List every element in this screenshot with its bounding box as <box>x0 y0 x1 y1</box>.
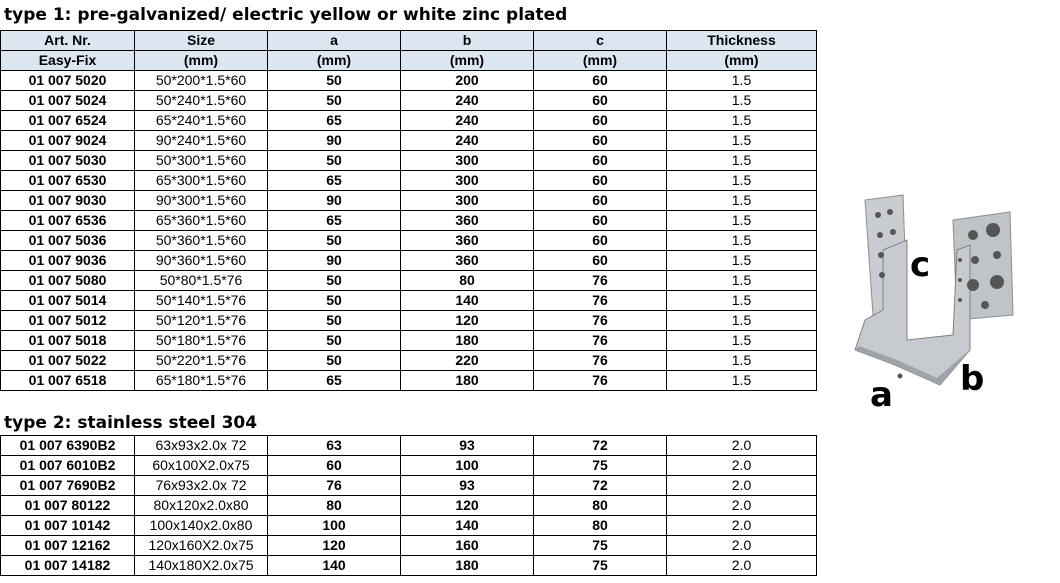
cell-a: 50 <box>268 231 401 251</box>
table-row <box>1 131 817 151</box>
cell-b: 140 <box>401 516 534 536</box>
cell-b: 360 <box>401 211 534 231</box>
type1-table <box>0 30 817 391</box>
cell-size: 63x93x2.0x 72 <box>135 436 268 456</box>
cell-size: 50*80*1.5*76 <box>135 271 268 291</box>
cell-thickness: 1.5 <box>667 371 817 391</box>
table-row <box>1 231 817 251</box>
cell-b: 80 <box>401 271 534 291</box>
table-row <box>1 71 817 91</box>
cell-thickness: 2.0 <box>667 436 817 456</box>
cell-b: 93 <box>401 436 534 456</box>
cell-thickness: 1.5 <box>667 311 817 331</box>
header-art-nr: Art. Nr. <box>1 31 135 51</box>
cell-b: 93 <box>401 476 534 496</box>
table-row <box>1 311 817 331</box>
header-c: (mm) <box>534 51 667 71</box>
cell-size: 140x180X2.0x75 <box>135 556 268 576</box>
header-b: (mm) <box>401 51 534 71</box>
joist-hanger-image <box>845 190 1060 420</box>
cell-b: 180 <box>401 371 534 391</box>
cell-a: 50 <box>268 91 401 111</box>
cell-art-nr: 01 007 10142 <box>1 516 135 536</box>
type2-title: type 2: stainless steel 304 <box>4 413 258 433</box>
cell-size: 76x93x2.0x 72 <box>135 476 268 496</box>
cell-thickness: 1.5 <box>667 331 817 351</box>
cell-b: 240 <box>401 111 534 131</box>
cell-a: 65 <box>268 111 401 131</box>
cell-c: 75 <box>534 536 667 556</box>
header-thickness: Thickness <box>667 31 817 51</box>
cell-art-nr: 01 007 5020 <box>1 71 135 91</box>
cell-art-nr: 01 007 5014 <box>1 291 135 311</box>
cell-art-nr: 01 007 5022 <box>1 351 135 371</box>
cell-thickness: 1.5 <box>667 171 817 191</box>
cell-a: 90 <box>268 251 401 271</box>
table-row <box>1 436 817 456</box>
cell-thickness: 1.5 <box>667 251 817 271</box>
cell-a: 50 <box>268 271 401 291</box>
cell-a: 100 <box>268 516 401 536</box>
table-row <box>1 111 817 131</box>
cell-thickness: 1.5 <box>667 271 817 291</box>
cell-c: 80 <box>534 496 667 516</box>
cell-art-nr: 01 007 5036 <box>1 231 135 251</box>
cell-a: 50 <box>268 71 401 91</box>
cell-size: 50*300*1.5*60 <box>135 151 268 171</box>
cell-b: 100 <box>401 456 534 476</box>
cell-size: 65*360*1.5*60 <box>135 211 268 231</box>
cell-thickness: 1.5 <box>667 111 817 131</box>
cell-b: 180 <box>401 556 534 576</box>
cell-art-nr: 01 007 6530 <box>1 171 135 191</box>
cell-b: 200 <box>401 71 534 91</box>
table-row <box>1 211 817 231</box>
cell-b: 120 <box>401 496 534 516</box>
cell-a: 80 <box>268 496 401 516</box>
cell-size: 50*360*1.5*60 <box>135 231 268 251</box>
cell-c: 76 <box>534 311 667 331</box>
cell-thickness: 2.0 <box>667 476 817 496</box>
cell-art-nr: 01 007 6390B2 <box>1 436 135 456</box>
cell-art-nr: 01 007 5080 <box>1 271 135 291</box>
table-row <box>1 191 817 211</box>
label-a: a <box>870 375 893 415</box>
cell-c: 76 <box>534 331 667 351</box>
cell-c: 60 <box>534 191 667 211</box>
cell-a: 50 <box>268 151 401 171</box>
table-row <box>1 251 817 271</box>
table-header-row <box>1 31 817 51</box>
cell-art-nr: 01 007 6524 <box>1 111 135 131</box>
cell-size: 50*200*1.5*60 <box>135 71 268 91</box>
cell-b: 300 <box>401 191 534 211</box>
cell-a: 60 <box>268 456 401 476</box>
cell-c: 60 <box>534 91 667 111</box>
header-a: a <box>268 31 401 51</box>
cell-a: 65 <box>268 211 401 231</box>
cell-a: 90 <box>268 131 401 151</box>
label-b: b <box>960 359 985 399</box>
cell-art-nr: 01 007 9024 <box>1 131 135 151</box>
cell-b: 160 <box>401 536 534 556</box>
cell-thickness: 1.5 <box>667 191 817 211</box>
cell-c: 76 <box>534 271 667 291</box>
table-row <box>1 476 817 496</box>
cell-thickness: 1.5 <box>667 291 817 311</box>
header-art-nr: Easy-Fix <box>1 51 135 71</box>
cell-b: 180 <box>401 331 534 351</box>
cell-art-nr: 01 007 12162 <box>1 536 135 556</box>
cell-art-nr: 01 007 5030 <box>1 151 135 171</box>
cell-a: 63 <box>268 436 401 456</box>
cell-size: 120x160X2.0x75 <box>135 536 268 556</box>
cell-c: 72 <box>534 476 667 496</box>
cell-art-nr: 01 007 6536 <box>1 211 135 231</box>
type2-table <box>0 435 817 576</box>
cell-size: 90*240*1.5*60 <box>135 131 268 151</box>
header-thickness: (mm) <box>667 51 817 71</box>
cell-a: 120 <box>268 536 401 556</box>
cell-size: 100x140x2.0x80 <box>135 516 268 536</box>
cell-size: 65*300*1.5*60 <box>135 171 268 191</box>
table-row <box>1 496 817 516</box>
cell-art-nr: 01 007 6518 <box>1 371 135 391</box>
cell-a: 90 <box>268 191 401 211</box>
table-row <box>1 291 817 311</box>
header-size: Size <box>135 31 268 51</box>
cell-thickness: 1.5 <box>667 91 817 111</box>
cell-size: 60x100X2.0x75 <box>135 456 268 476</box>
cell-b: 300 <box>401 151 534 171</box>
cell-b: 300 <box>401 171 534 191</box>
cell-c: 72 <box>534 436 667 456</box>
cell-size: 50*220*1.5*76 <box>135 351 268 371</box>
cell-art-nr: 01 007 80122 <box>1 496 135 516</box>
cell-c: 76 <box>534 291 667 311</box>
cell-thickness: 2.0 <box>667 516 817 536</box>
cell-a: 76 <box>268 476 401 496</box>
table-row <box>1 331 817 351</box>
cell-size: 50*140*1.5*76 <box>135 291 268 311</box>
cell-art-nr: 01 007 5024 <box>1 91 135 111</box>
type1-title: type 1: pre-galvanized/ electric yellow or white zinc plated <box>4 5 568 25</box>
cell-c: 60 <box>534 131 667 151</box>
cell-c: 60 <box>534 171 667 191</box>
cell-a: 50 <box>268 351 401 371</box>
cell-c: 76 <box>534 351 667 371</box>
cell-a: 50 <box>268 331 401 351</box>
cell-a: 50 <box>268 311 401 331</box>
cell-c: 76 <box>534 371 667 391</box>
cell-a: 65 <box>268 371 401 391</box>
cell-c: 80 <box>534 516 667 536</box>
cell-b: 360 <box>401 251 534 271</box>
header-b: b <box>401 31 534 51</box>
label-c: c <box>910 245 931 285</box>
cell-size: 90*360*1.5*60 <box>135 251 268 271</box>
cell-b: 140 <box>401 291 534 311</box>
table-row <box>1 271 817 291</box>
cell-size: 50*180*1.5*76 <box>135 331 268 351</box>
cell-thickness: 2.0 <box>667 556 817 576</box>
cell-size: 80x120x2.0x80 <box>135 496 268 516</box>
table-row <box>1 351 817 371</box>
cell-thickness: 1.5 <box>667 151 817 171</box>
cell-art-nr: 01 007 5018 <box>1 331 135 351</box>
cell-thickness: 1.5 <box>667 231 817 251</box>
cell-b: 360 <box>401 231 534 251</box>
cell-c: 75 <box>534 456 667 476</box>
cell-size: 50*120*1.5*76 <box>135 311 268 331</box>
cell-a: 140 <box>268 556 401 576</box>
cell-c: 60 <box>534 251 667 271</box>
cell-thickness: 1.5 <box>667 351 817 371</box>
cell-c: 60 <box>534 151 667 171</box>
cell-art-nr: 01 007 6010B2 <box>1 456 135 476</box>
cell-art-nr: 01 007 5012 <box>1 311 135 331</box>
cell-b: 240 <box>401 91 534 111</box>
cell-a: 50 <box>268 291 401 311</box>
cell-art-nr: 01 007 9036 <box>1 251 135 271</box>
cell-thickness: 2.0 <box>667 456 817 476</box>
table-row <box>1 536 817 556</box>
cell-size: 65*180*1.5*76 <box>135 371 268 391</box>
cell-c: 60 <box>534 111 667 131</box>
cell-c: 60 <box>534 231 667 251</box>
cell-b: 240 <box>401 131 534 151</box>
table-row <box>1 456 817 476</box>
cell-c: 60 <box>534 71 667 91</box>
table-row <box>1 151 817 171</box>
cell-b: 120 <box>401 311 534 331</box>
cell-a: 65 <box>268 171 401 191</box>
cell-thickness: 1.5 <box>667 71 817 91</box>
cell-art-nr: 01 007 14182 <box>1 556 135 576</box>
cell-thickness: 1.5 <box>667 211 817 231</box>
header-size: (mm) <box>135 51 268 71</box>
cell-thickness: 2.0 <box>667 496 817 516</box>
table-row <box>1 91 817 111</box>
header-a: (mm) <box>268 51 401 71</box>
table-subheader-row <box>1 51 817 71</box>
cell-b: 220 <box>401 351 534 371</box>
cell-size: 90*300*1.5*60 <box>135 191 268 211</box>
table-row <box>1 516 817 536</box>
cell-art-nr: 01 007 7690B2 <box>1 476 135 496</box>
cell-thickness: 1.5 <box>667 131 817 151</box>
cell-thickness: 2.0 <box>667 536 817 556</box>
cell-c: 60 <box>534 211 667 231</box>
table-row <box>1 171 817 191</box>
cell-c: 75 <box>534 556 667 576</box>
header-c: c <box>534 31 667 51</box>
table-row <box>1 556 817 576</box>
cell-size: 65*240*1.5*60 <box>135 111 268 131</box>
table-row <box>1 371 817 391</box>
cell-art-nr: 01 007 9030 <box>1 191 135 211</box>
cell-size: 50*240*1.5*60 <box>135 91 268 111</box>
